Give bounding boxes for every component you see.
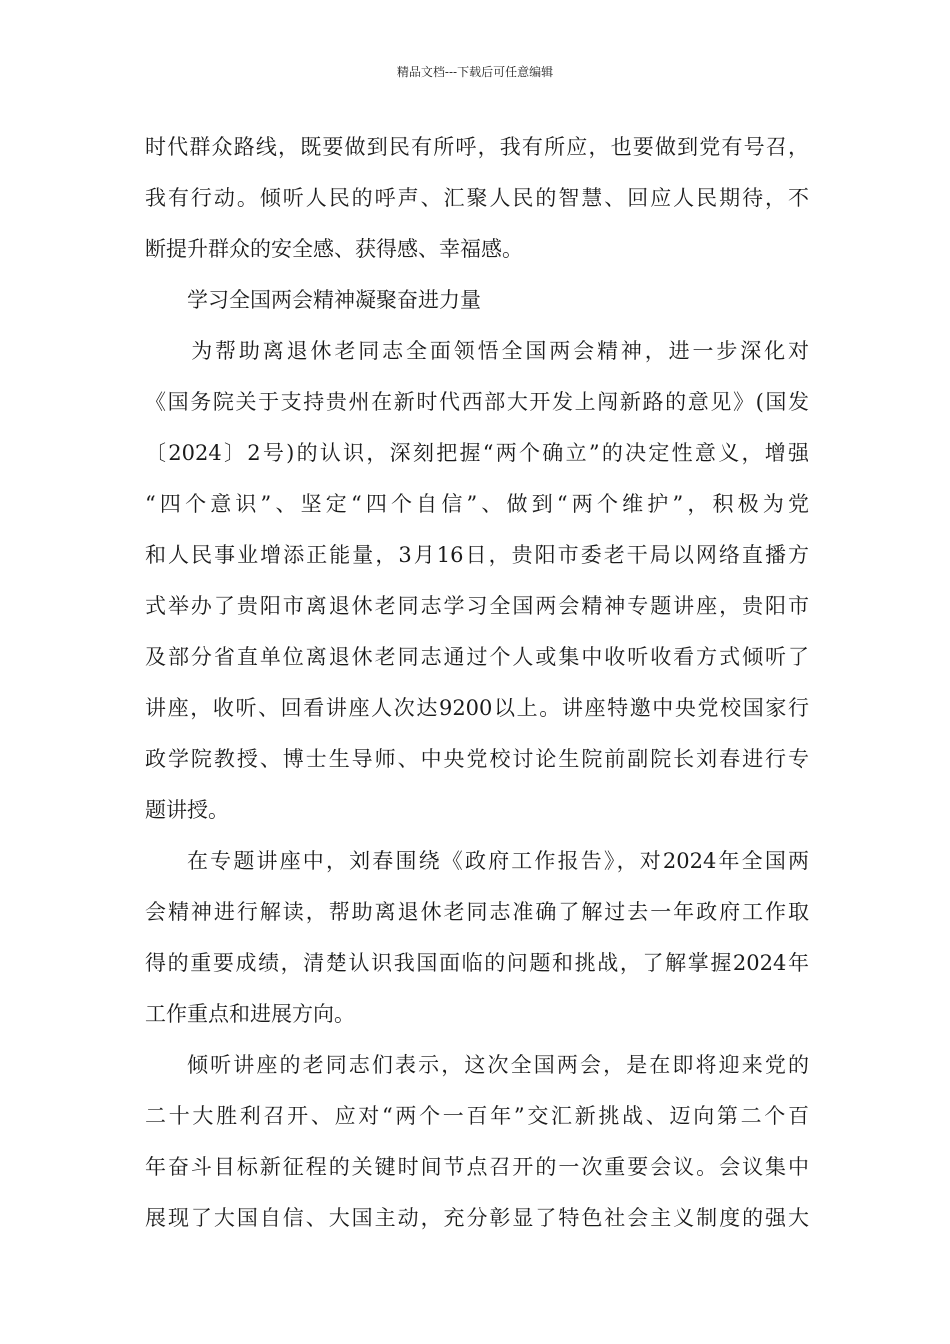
text-line: 会精神进行解读，帮助离退休老同志准确了解过去一年政府工作取 [145,900,809,924]
paragraph-intro [145,326,809,836]
paragraph-continuation [145,122,809,275]
text-line: 在专题讲座中，刘春围绕《政府工作报告》，对2024年全国两 [187,849,809,873]
text-line: 题讲授。 [145,798,229,822]
text-line: 《国务院关于支持贵州在新时代西部大开发上闯新路的意见》(国发 [145,390,809,414]
text-line: 为帮助离退休老同志全面领悟全国两会精神，进一步深化对 [191,339,809,363]
text-line: 我有行动。倾听人民的呼声、汇聚人民的智慧、回应人民期待，不 [145,186,809,210]
paragraph-feedback [145,1040,809,1244]
text-line: 及部分省直单位离退休老同志通过个人或集中收听收看方式倾听了 [145,645,809,669]
page-header: 精品文档---下载后可任意编辑 [396,65,554,79]
text-line: 断提升群众的安全感、获得感、幸福感。 [145,237,523,261]
text-line: 〔2024〕2号)的认识，深刻把握“两个确立”的决定性意义，增强 [145,441,809,465]
text-line: 年奋斗目标新征程的关键时间节点召开的一次重要会议。会议集中 [145,1155,809,1179]
text-line: 式举办了贵阳市离退休老同志学习全国两会精神专题讲座，贵阳市 [145,594,809,618]
text-line: 得的重要成绩，清楚认识我国面临的问题和挑战，了解掌握2024年 [145,951,809,975]
text-line: 政学院教授、博士生导师、中央党校讨论生院前副院长刘春进行专 [145,747,809,771]
text-line: 工作重点和进展方向。 [145,1002,355,1026]
text-line: 二十大胜利召开、应对“两个一百年”交汇新挑战、迈向第二个百 [145,1104,809,1128]
text-line: 时代群众路线，既要做到民有所呼，我有所应，也要做到党有号召， [145,135,809,159]
text-line: 倾听讲座的老同志们表示，这次全国两会，是在即将迎来党的 [187,1053,809,1077]
text-line: 和人民事业增添正能量，3月16日，贵阳市委老干局以网络直播方 [145,543,809,567]
section-title [145,275,809,326]
document-body [145,122,809,1244]
text-line: 学习全国两会精神凝聚奋进力量 [187,288,481,312]
text-line: 展现了大国自信、大国主动，充分彰显了特色社会主义制度的强大 [145,1206,809,1230]
text-line: 讲座，收听、回看讲座人次达9200以上。讲座特邀中央党校国家行 [145,696,809,720]
text-line: “四个意识”、坚定“四个自信”、做到“两个维护”，积极为党 [145,492,809,516]
paragraph-lecture [145,836,809,1040]
